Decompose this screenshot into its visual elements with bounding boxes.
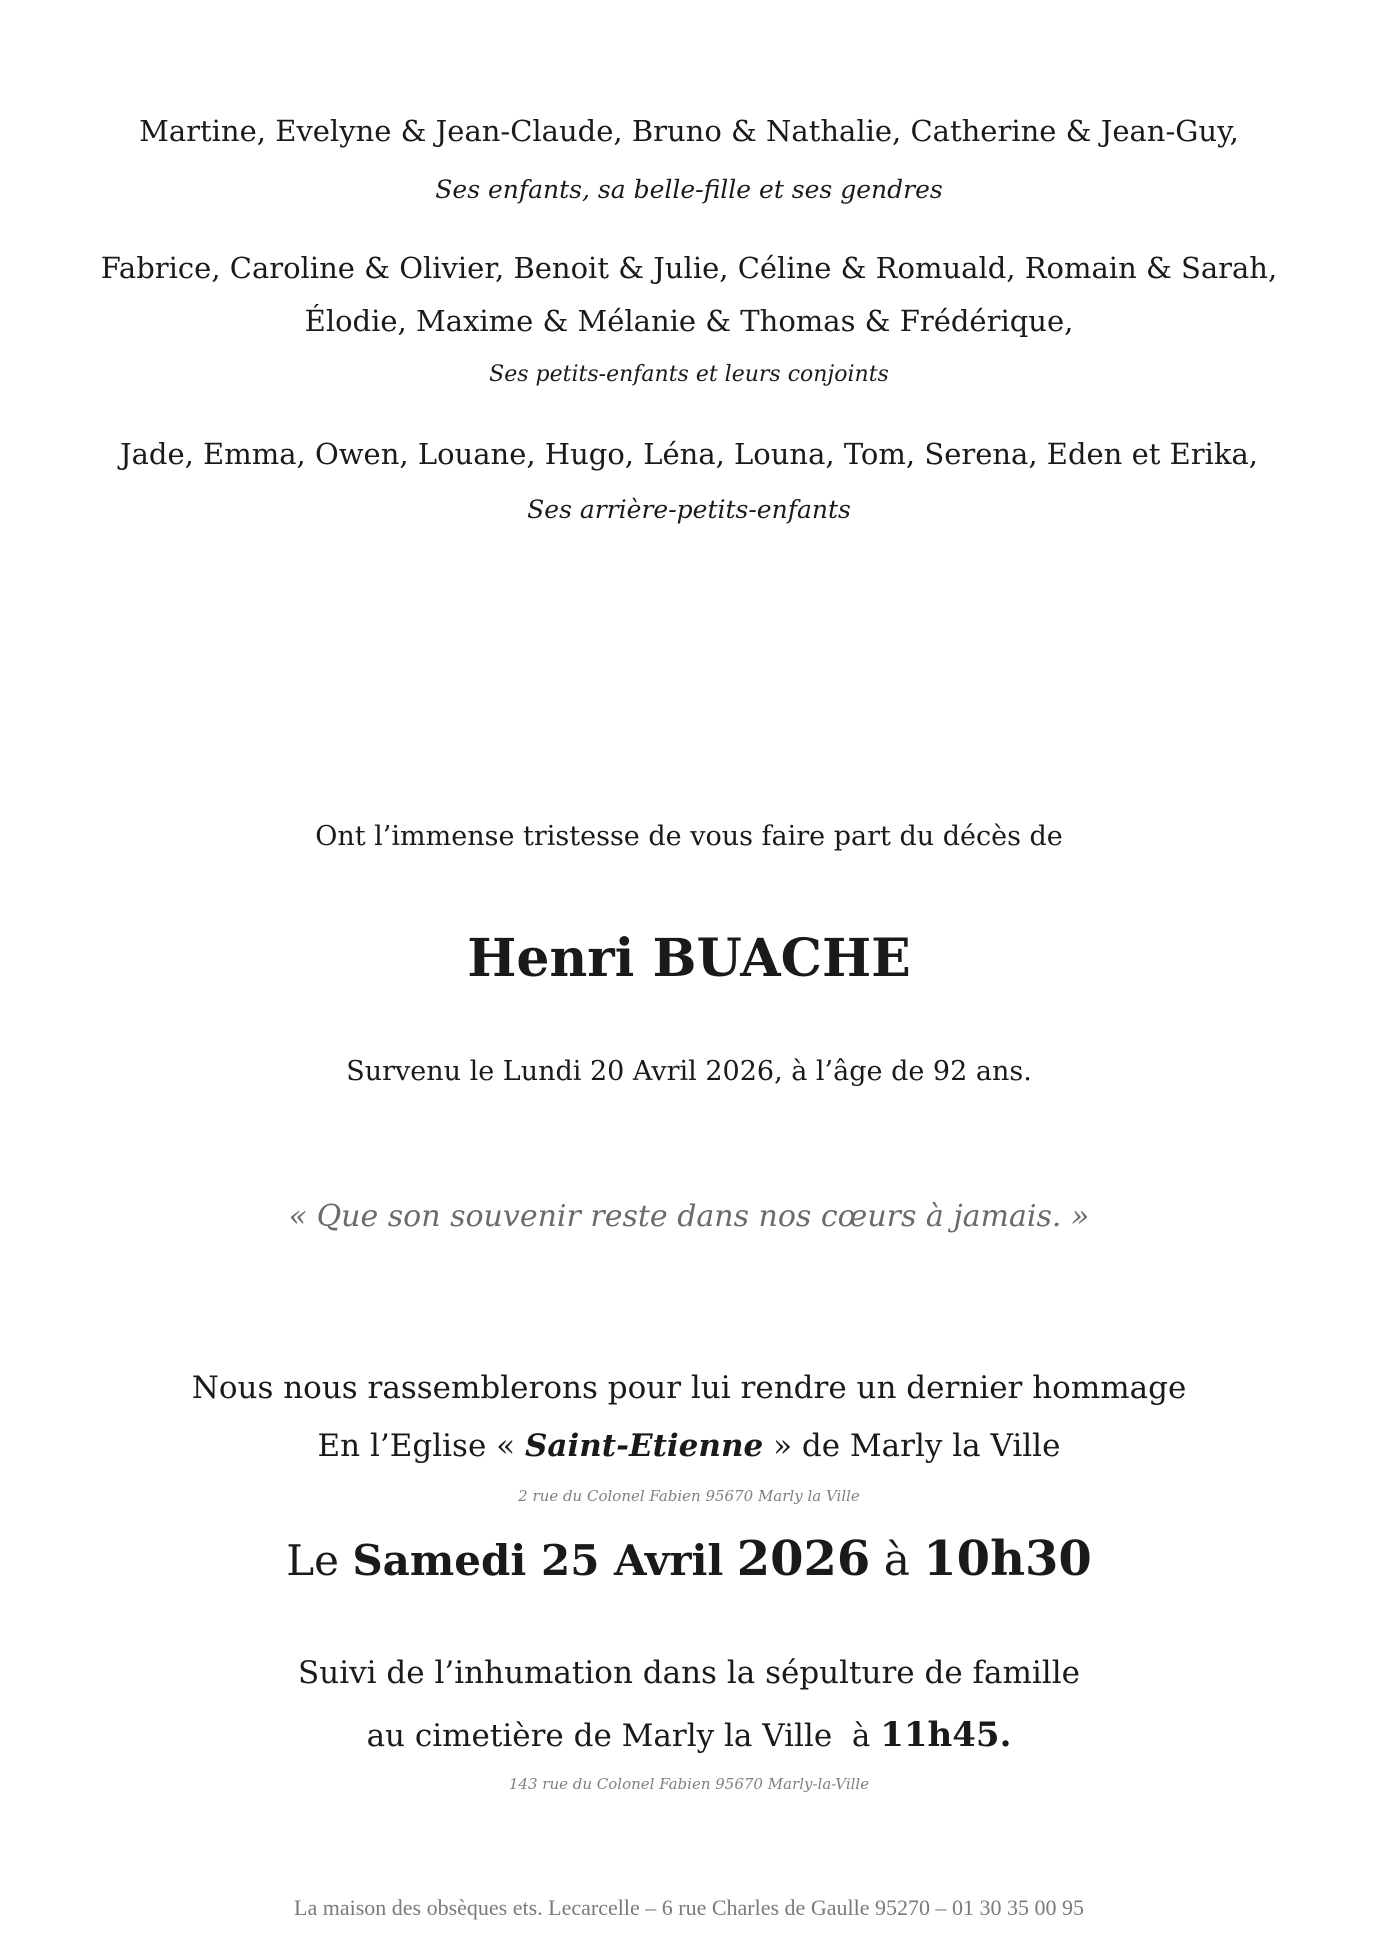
burial-time: 11h45. <box>880 1715 1012 1755</box>
grandchildren-names-line2: Élodie, Maxime & Mélanie & Thomas & Frédérique, <box>304 304 1074 338</box>
grandchildren-names-line1: Fabrice, Caroline & Olivier, Benoit & Julie, Céline & Romuald, Romain & Sarah, <box>100 251 1278 285</box>
church-line <box>0 1428 1378 1464</box>
memorial-quote: « Que son souvenir reste dans nos cœurs à jamais. » <box>288 1199 1090 1234</box>
burial-line2 <box>0 1715 1378 1755</box>
church-prefix: En l’Eglise « <box>317 1428 525 1464</box>
announcement-intro: Ont l’immense tristesse de vous faire part du décès de <box>315 821 1063 852</box>
ceremony-time: 10h30 <box>923 1531 1092 1587</box>
date-day: Samedi 25 Avril <box>352 1536 724 1585</box>
burial-line1: Suivi de l’inhumation dans la sépulture de famille <box>298 1655 1080 1691</box>
children-names: Martine, Evelyne & Jean-Claude, Bruno & Nathalie, Catherine & Jean-Guy, <box>139 114 1239 148</box>
burial-address: 143 rue du Colonel Fabien 95670 Marly-la-Ville <box>508 1775 870 1793</box>
deceased-name: Henri BUACHE <box>467 928 911 989</box>
date-year: 2026 <box>736 1531 871 1587</box>
church-address: 2 rue du Colonel Fabien 95670 Marly la Ville <box>518 1487 860 1505</box>
church-suffix: » de Marly la Ville <box>763 1428 1061 1464</box>
funeral-home-footer: La maison des obsèques ets. Lecarcelle – 6 rue Charles de Gaulle 95270 – 01 30 35 00 95 <box>294 1895 1084 1920</box>
church-name: Saint-Etienne <box>524 1428 764 1464</box>
ceremony-date <box>0 1531 1378 1587</box>
date-at: à <box>883 1535 910 1586</box>
grandchildren-relation: Ses petits-enfants et leurs conjoints <box>489 362 889 387</box>
great-grandchildren-names: Jade, Emma, Owen, Louane, Hugo, Léna, Louna, Tom, Serena, Eden et Erika, <box>119 437 1258 471</box>
death-info: Survenu le Lundi 20 Avril 2026, à l’âge de 92 ans. <box>346 1056 1032 1087</box>
gathering-text: Nous nous rassemblerons pour lui rendre un dernier hommage <box>191 1370 1187 1406</box>
children-relation: Ses enfants, sa belle-fille et ses gendres <box>435 175 943 204</box>
burial-prefix: au cimetière de Marly la Ville à <box>366 1718 881 1754</box>
date-prefix: Le <box>286 1536 353 1585</box>
great-grandchildren-relation: Ses arrière-petits-enfants <box>527 495 851 524</box>
